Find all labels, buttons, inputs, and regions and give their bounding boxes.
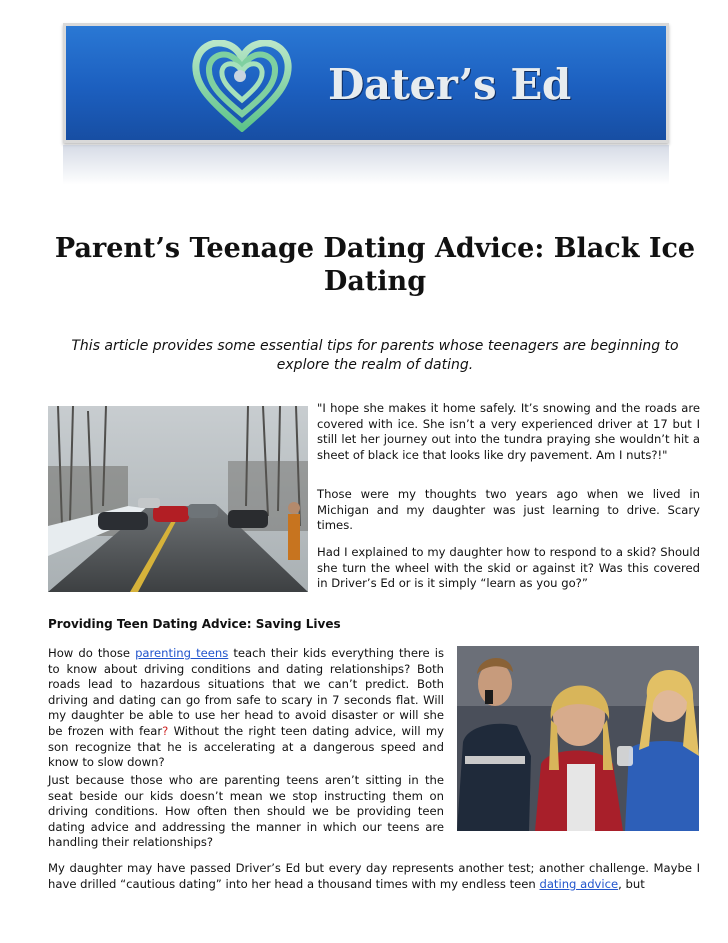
quote-paragraph-2: Those were my thoughts two years ago when we lived in Michigan and my daughter was just learning to drive. Scary times. (317, 487, 700, 533)
banner-reflection (63, 145, 669, 185)
paragraph-text: , but (618, 876, 645, 891)
section-paragraph-1 (48, 646, 444, 771)
section-paragraph-3 (48, 861, 700, 892)
icy-road-photo (48, 406, 308, 592)
paragraph-text: Without the right teen dating advice, will my son recognize that he is accelerating at a dangerous speed and know to slow down? (48, 723, 445, 770)
teens-photo (457, 646, 699, 831)
parenting-teens-link[interactable]: parenting teens (135, 646, 229, 660)
banner-panel (63, 23, 669, 143)
article-subtitle: This article provides some essential tips for parents whose teenagers are beginning to explore the realm of dating. (71, 338, 679, 373)
brand-name: Dater’s Ed (328, 60, 571, 109)
heart-logo-icon (192, 40, 292, 132)
header-banner (63, 23, 671, 183)
section-paragraph-2: Just because those who are parenting teens aren’t sitting in the seat beside our kids doesn’t mean we stop instructing them on driving conditions. How often then should we be providing teen dating advice and addressing the manner in which our teens are handling their relationships? (48, 773, 444, 850)
section-heading: Providing Teen Dating Advice: Saving Lives (48, 617, 341, 631)
quote-paragraph-3: Had I explained to my daughter how to respond to a skid? Should she turn the wheel with the skid or against it? Was this covered in Driver’s Ed or is it simply “learn as you go?” (317, 545, 700, 591)
question-mark-accent: ? (162, 723, 169, 738)
paragraph-text: How do those (48, 646, 136, 660)
paragraph-text: teach their kids everything there is to know about driving conditions and dating relationships? Both roads lead to hazardous situations that we can’t predict. Both driving and dating can go from safe to scary in 7 seconds flat. Will my daughter be able to use her head to avoid disaster or will she be frozen with fear (48, 646, 444, 738)
quote-paragraph-1: "I hope she makes it home safely. It’s snowing and the roads are covered with ice. She isn’t a very experienced driver at 17 but I still let her journey out into the tundra praying she wouldn’t hit a sheet of black ice that looks like dry pavement. Am I nuts?!" (317, 401, 700, 462)
paragraph-text: My daughter may have passed Driver’s Ed but every day represents another test; another challenge. Maybe I have drilled “cautious dating” into her head a thousand times with my endless teen (48, 861, 700, 891)
dating-advice-link[interactable]: dating advice (539, 876, 619, 891)
page-title: Parent’s Teenage Dating Advice: Black Ice Dating (54, 233, 696, 297)
